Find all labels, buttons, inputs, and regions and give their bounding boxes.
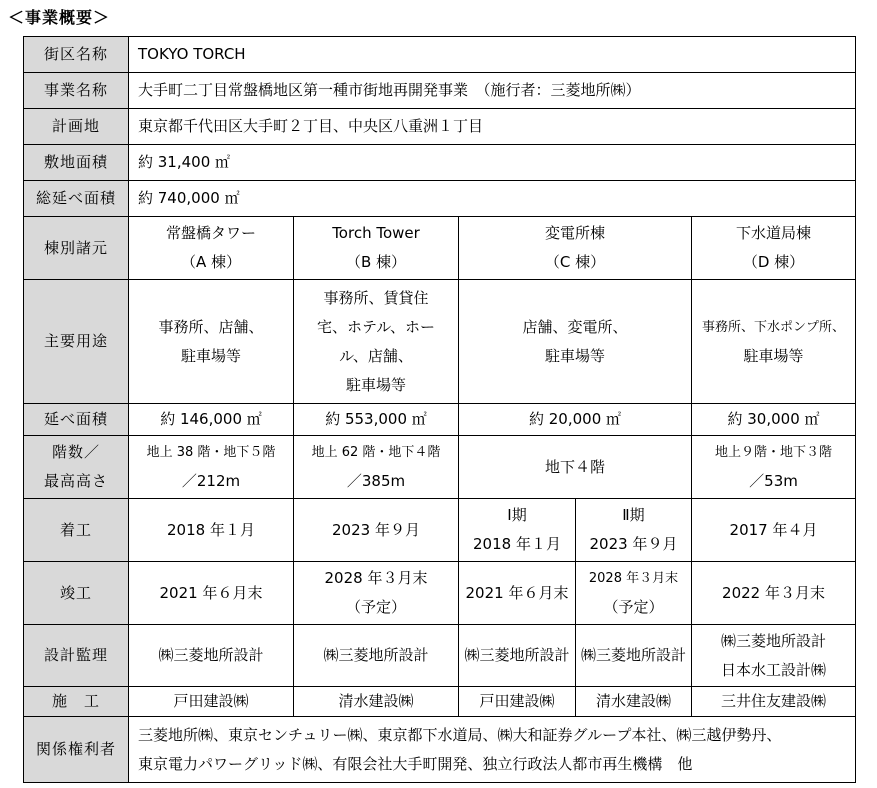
construction-start-c1 bbox=[459, 499, 576, 562]
floors-a bbox=[129, 436, 294, 499]
label-site-area: 敷地面積 bbox=[24, 145, 129, 181]
row-district-name bbox=[24, 37, 856, 73]
completion-c2-note: （予定） bbox=[603, 598, 664, 616]
row-rights-holders bbox=[24, 717, 856, 783]
contractor-c2: 清水建設㈱ bbox=[576, 687, 692, 717]
contractor-d: 三井住友建設㈱ bbox=[692, 687, 856, 717]
floor-area-c: 約 20,000 ㎡ bbox=[459, 404, 692, 436]
floors-c: 地下４階 bbox=[459, 436, 692, 499]
floors-d bbox=[692, 436, 856, 499]
main-use-b-line: ル、店舗、 bbox=[339, 346, 413, 365]
row-construction-start bbox=[24, 499, 856, 562]
phase-2-date: 2023 年９月 bbox=[589, 535, 678, 553]
main-use-d-line: 駐車場等 bbox=[743, 346, 804, 365]
label-building-specs: 棟別諸元 bbox=[24, 217, 129, 280]
completion-b bbox=[294, 562, 459, 625]
building-d-header bbox=[692, 217, 856, 280]
row-floor-area bbox=[24, 404, 856, 436]
building-a-code: （A 棟） bbox=[180, 253, 242, 271]
value-rights-holders bbox=[129, 717, 856, 783]
completion-c2 bbox=[576, 562, 692, 625]
rights-holders-line-1: 三菱地所㈱、東京センチュリー㈱、東京都下水道局、㈱大和証券グループ本社、㈱三越伊勢丹、 bbox=[138, 725, 782, 744]
label-design-supervision: 設計監理 bbox=[24, 625, 129, 687]
design-supervision-d-line: 日本水工設計㈱ bbox=[721, 660, 827, 679]
row-contractor bbox=[24, 687, 856, 717]
main-use-b-line: 駐車場等 bbox=[345, 375, 406, 394]
row-design-supervision bbox=[24, 625, 856, 687]
completion-b-note: （予定） bbox=[345, 598, 406, 616]
label-main-use: 主要用途 bbox=[24, 280, 129, 404]
floors-b-height: ／385m bbox=[346, 472, 406, 490]
label-district-name: 街区名称 bbox=[24, 37, 129, 73]
floors-a-height: ／212m bbox=[181, 472, 241, 490]
completion-a: 2021 年６月末 bbox=[129, 562, 294, 625]
floors-a-count: 地上 38 階・地下５階 bbox=[146, 445, 276, 460]
building-b-name: Torch Tower bbox=[332, 224, 420, 242]
building-a-header bbox=[129, 217, 294, 280]
building-b-code: （B 棟） bbox=[345, 253, 407, 271]
building-b-header bbox=[294, 217, 459, 280]
row-project-name bbox=[24, 73, 856, 109]
completion-c1: 2021 年６月末 bbox=[459, 562, 576, 625]
main-use-c bbox=[459, 280, 692, 404]
main-use-a-line: 事務所、店舗、 bbox=[158, 317, 264, 336]
label-max-height: 最高高さ bbox=[43, 472, 108, 490]
building-c-header bbox=[459, 217, 692, 280]
label-floors: 階数／ bbox=[51, 443, 100, 461]
floor-area-d: 約 30,000 ㎡ bbox=[692, 404, 856, 436]
row-completion bbox=[24, 562, 856, 625]
row-planning-site bbox=[24, 109, 856, 145]
contractor-b: 清水建設㈱ bbox=[294, 687, 459, 717]
building-d-code: （D 棟） bbox=[742, 253, 805, 271]
construction-start-a: 2018 年１月 bbox=[129, 499, 294, 562]
contractor-c1: 戸田建設㈱ bbox=[459, 687, 576, 717]
floors-d-count: 地上９階・地下３階 bbox=[715, 445, 833, 460]
building-d-name: 下水道局棟 bbox=[736, 224, 812, 242]
section-heading: ＜事業概要＞ bbox=[8, 8, 111, 27]
floor-area-a: 約 146,000 ㎡ bbox=[129, 404, 294, 436]
construction-start-d: 2017 年４月 bbox=[692, 499, 856, 562]
main-use-d-line: 事務所、下水ポンプ所、 bbox=[702, 319, 846, 335]
rights-holders-line-2: 東京電力パワーグリッド㈱、有限会社大手町開発、独立行政法人都市再生機構 他 bbox=[138, 754, 693, 773]
completion-d: 2022 年３月末 bbox=[692, 562, 856, 625]
label-construction-start: 着工 bbox=[24, 499, 129, 562]
main-use-a-line: 駐車場等 bbox=[180, 346, 241, 365]
floors-b bbox=[294, 436, 459, 499]
contractor-a: 戸田建設㈱ bbox=[129, 687, 294, 717]
floors-d-height: ／53m bbox=[749, 472, 798, 490]
main-use-b-line: 宅、ホテル、ホー bbox=[316, 317, 436, 336]
design-supervision-d bbox=[692, 625, 856, 687]
floor-area-b: 約 553,000 ㎡ bbox=[294, 404, 459, 436]
construction-start-b: 2023 年９月 bbox=[294, 499, 459, 562]
completion-c2-date: 2028 年３月末 bbox=[588, 571, 679, 586]
main-use-b bbox=[294, 280, 459, 404]
value-site-area: 約 31,400 ㎡ bbox=[129, 145, 856, 181]
label-project-name: 事業名称 bbox=[24, 73, 129, 109]
row-building-specs bbox=[24, 217, 856, 280]
main-use-c-line: 店舗、変電所、 bbox=[522, 317, 628, 336]
value-district-name: TOKYO TORCH bbox=[129, 37, 856, 73]
main-use-a bbox=[129, 280, 294, 404]
main-use-b-line: 事務所、賃貸住 bbox=[323, 288, 429, 307]
floors-b-count: 地上 62 階・地下４階 bbox=[311, 445, 441, 460]
row-main-use bbox=[24, 280, 856, 404]
label-rights-holders: 関係権利者 bbox=[24, 717, 129, 783]
label-total-floor-area: 総延べ面積 bbox=[24, 181, 129, 217]
building-a-name: 常盤橋タワー bbox=[165, 224, 256, 242]
project-overview-table bbox=[23, 36, 856, 783]
row-site-area bbox=[24, 145, 856, 181]
design-supervision-c1: ㈱三菱地所設計 bbox=[459, 625, 576, 687]
construction-start-c2 bbox=[576, 499, 692, 562]
design-supervision-b: ㈱三菱地所設計 bbox=[294, 625, 459, 687]
phase-2-label: Ⅱ期 bbox=[622, 506, 645, 524]
value-total-floor-area: 約 740,000 ㎡ bbox=[129, 181, 856, 217]
design-supervision-a: ㈱三菱地所設計 bbox=[129, 625, 294, 687]
label-floors-height bbox=[24, 436, 129, 499]
phase-1-date: 2018 年１月 bbox=[473, 535, 561, 553]
value-project-name: 大手町二丁目常盤橋地区第一種市街地再開発事業 （施行者：三菱地所㈱） bbox=[129, 73, 856, 109]
building-c-code: （C 棟） bbox=[544, 253, 606, 271]
main-use-d bbox=[692, 280, 856, 404]
label-completion: 竣工 bbox=[24, 562, 129, 625]
label-planning-site: 計画地 bbox=[24, 109, 129, 145]
completion-b-date: 2028 年３月末 bbox=[324, 569, 428, 587]
label-contractor: 施 工 bbox=[24, 687, 129, 717]
building-c-name: 変電所棟 bbox=[544, 224, 605, 242]
row-total-floor-area bbox=[24, 181, 856, 217]
design-supervision-c2: ㈱三菱地所設計 bbox=[576, 625, 692, 687]
main-use-c-line: 駐車場等 bbox=[544, 346, 605, 365]
row-floors-height bbox=[24, 436, 856, 499]
design-supervision-d-line: ㈱三菱地所設計 bbox=[721, 631, 827, 650]
phase-1-label: Ⅰ期 bbox=[507, 506, 527, 524]
value-planning-site: 東京都千代田区大手町２丁目、中央区八重洲１丁目 bbox=[129, 109, 856, 145]
label-floor-area: 延べ面積 bbox=[24, 404, 129, 436]
